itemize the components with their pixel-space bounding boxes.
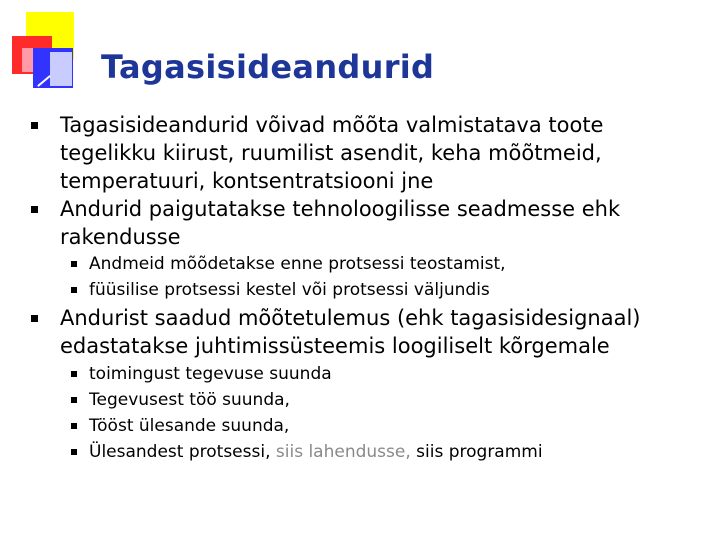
sub-list-item <box>89 251 506 277</box>
sub-list-item-text-part1: Ülesandest protsessi, <box>89 442 276 462</box>
sub-list-item <box>89 361 332 387</box>
logo <box>0 0 80 90</box>
list-item <box>60 304 700 360</box>
square-bullet-icon <box>71 371 77 377</box>
list-item-text: Tagasisideandurid võivad mõõta valmistatava toote tegelikku kiirust, ruumilist asendit, keha mõõtmeid, temperatuuri, kontsentratsiooni jne <box>60 113 604 193</box>
page-title: Tagasisideandurid <box>101 48 435 86</box>
sub-list-item-text: füüsilise protsessi kestel või protsessi väljundis <box>89 280 490 300</box>
square-bullet-icon <box>71 261 77 267</box>
sub-list-item <box>89 439 543 465</box>
sub-list-item-text: Tööst ülesande suunda, <box>89 416 290 436</box>
square-bullet-icon <box>31 315 38 322</box>
list-item-text: Andurist saadud mõõtetulemus (ehk tagasisidesignaal) edastatakse juhtimissüsteemis loogiliselt kõrgemale <box>60 306 641 358</box>
sub-list-item <box>89 387 290 413</box>
square-bullet-icon <box>31 122 38 129</box>
square-bullet-icon <box>71 287 77 293</box>
sub-list-item-text-muted: siis lahendusse, <box>275 442 417 462</box>
logo-pale-square <box>50 52 72 86</box>
square-bullet-icon <box>71 423 77 429</box>
sub-list-item-text-part3: siis programmi <box>416 442 543 462</box>
list-item <box>60 111 640 195</box>
sub-list-item <box>89 277 490 303</box>
sub-list-item <box>89 413 289 439</box>
list-item-text: Andurid paigutatakse tehnoloogilisse seadmesse ehk rakendusse <box>60 197 621 249</box>
sub-list-item-text: Andmeid mõõdetakse enne protsessi teostamist, <box>89 254 506 274</box>
square-bullet-icon <box>71 397 77 403</box>
sub-list-item-text: Tegevusest töö suunda, <box>89 390 290 410</box>
square-bullet-icon <box>31 206 38 213</box>
square-bullet-icon <box>71 449 77 455</box>
sub-list-item-text: toimingust tegevuse suunda <box>89 364 332 384</box>
list-item <box>60 195 640 251</box>
